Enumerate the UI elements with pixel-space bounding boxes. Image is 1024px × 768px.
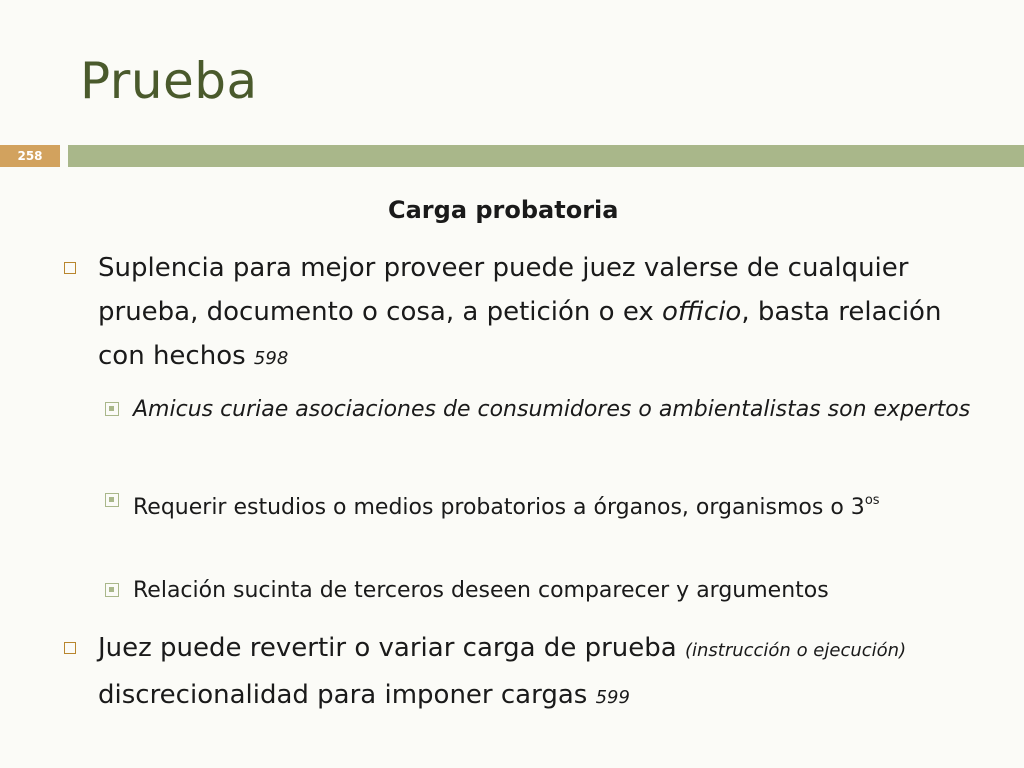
bullet-1-text-a: Suplencia para mejor proveer puede juez valerse de cualquier prueba, documento o cosa, a petición o ex bbox=[98, 253, 909, 327]
square-bullet-icon bbox=[64, 642, 76, 654]
sub-2-text: Requerir estudios o medios probatorios a órganos, organismos o 3 bbox=[133, 495, 865, 520]
header-rule bbox=[68, 145, 1024, 167]
bullet-2-note: (instrucción o ejecución) bbox=[684, 640, 907, 661]
square-sub-bullet-icon bbox=[105, 402, 119, 416]
slide-title: Prueba bbox=[80, 52, 258, 110]
square-sub-bullet-icon bbox=[105, 583, 119, 597]
bullet-1-text-b: officio bbox=[662, 297, 742, 327]
bullet-2-text-a: Juez puede revertir o variar carga de prueba bbox=[98, 633, 685, 663]
bullet-2-text-b: discrecionalidad para imponer cargas bbox=[98, 680, 596, 710]
subheading: Carga probatoria bbox=[388, 196, 619, 224]
square-bullet-icon bbox=[64, 262, 76, 274]
slide-number: 258 bbox=[0, 145, 60, 167]
sub-item-3 bbox=[133, 571, 1003, 611]
sub-item-1 bbox=[133, 390, 983, 430]
bullet-2-ref: 599 bbox=[595, 687, 630, 708]
sub-item-2 bbox=[133, 481, 993, 528]
bullet-1-text-c: , basta relación con hechos bbox=[98, 297, 942, 371]
sub-2-sup: os bbox=[864, 493, 880, 508]
square-sub-bullet-icon bbox=[105, 493, 119, 507]
sub-3-text: Relación sucinta de terceros deseen comparecer y argumentos bbox=[133, 578, 829, 603]
bullet-1-ref: 598 bbox=[253, 348, 289, 369]
bullet-item-2 bbox=[98, 626, 988, 720]
sub-1-text: Amicus curiae asociaciones de consumidores o ambientalistas son expertos bbox=[133, 397, 971, 422]
bullet-item-1 bbox=[98, 246, 978, 381]
